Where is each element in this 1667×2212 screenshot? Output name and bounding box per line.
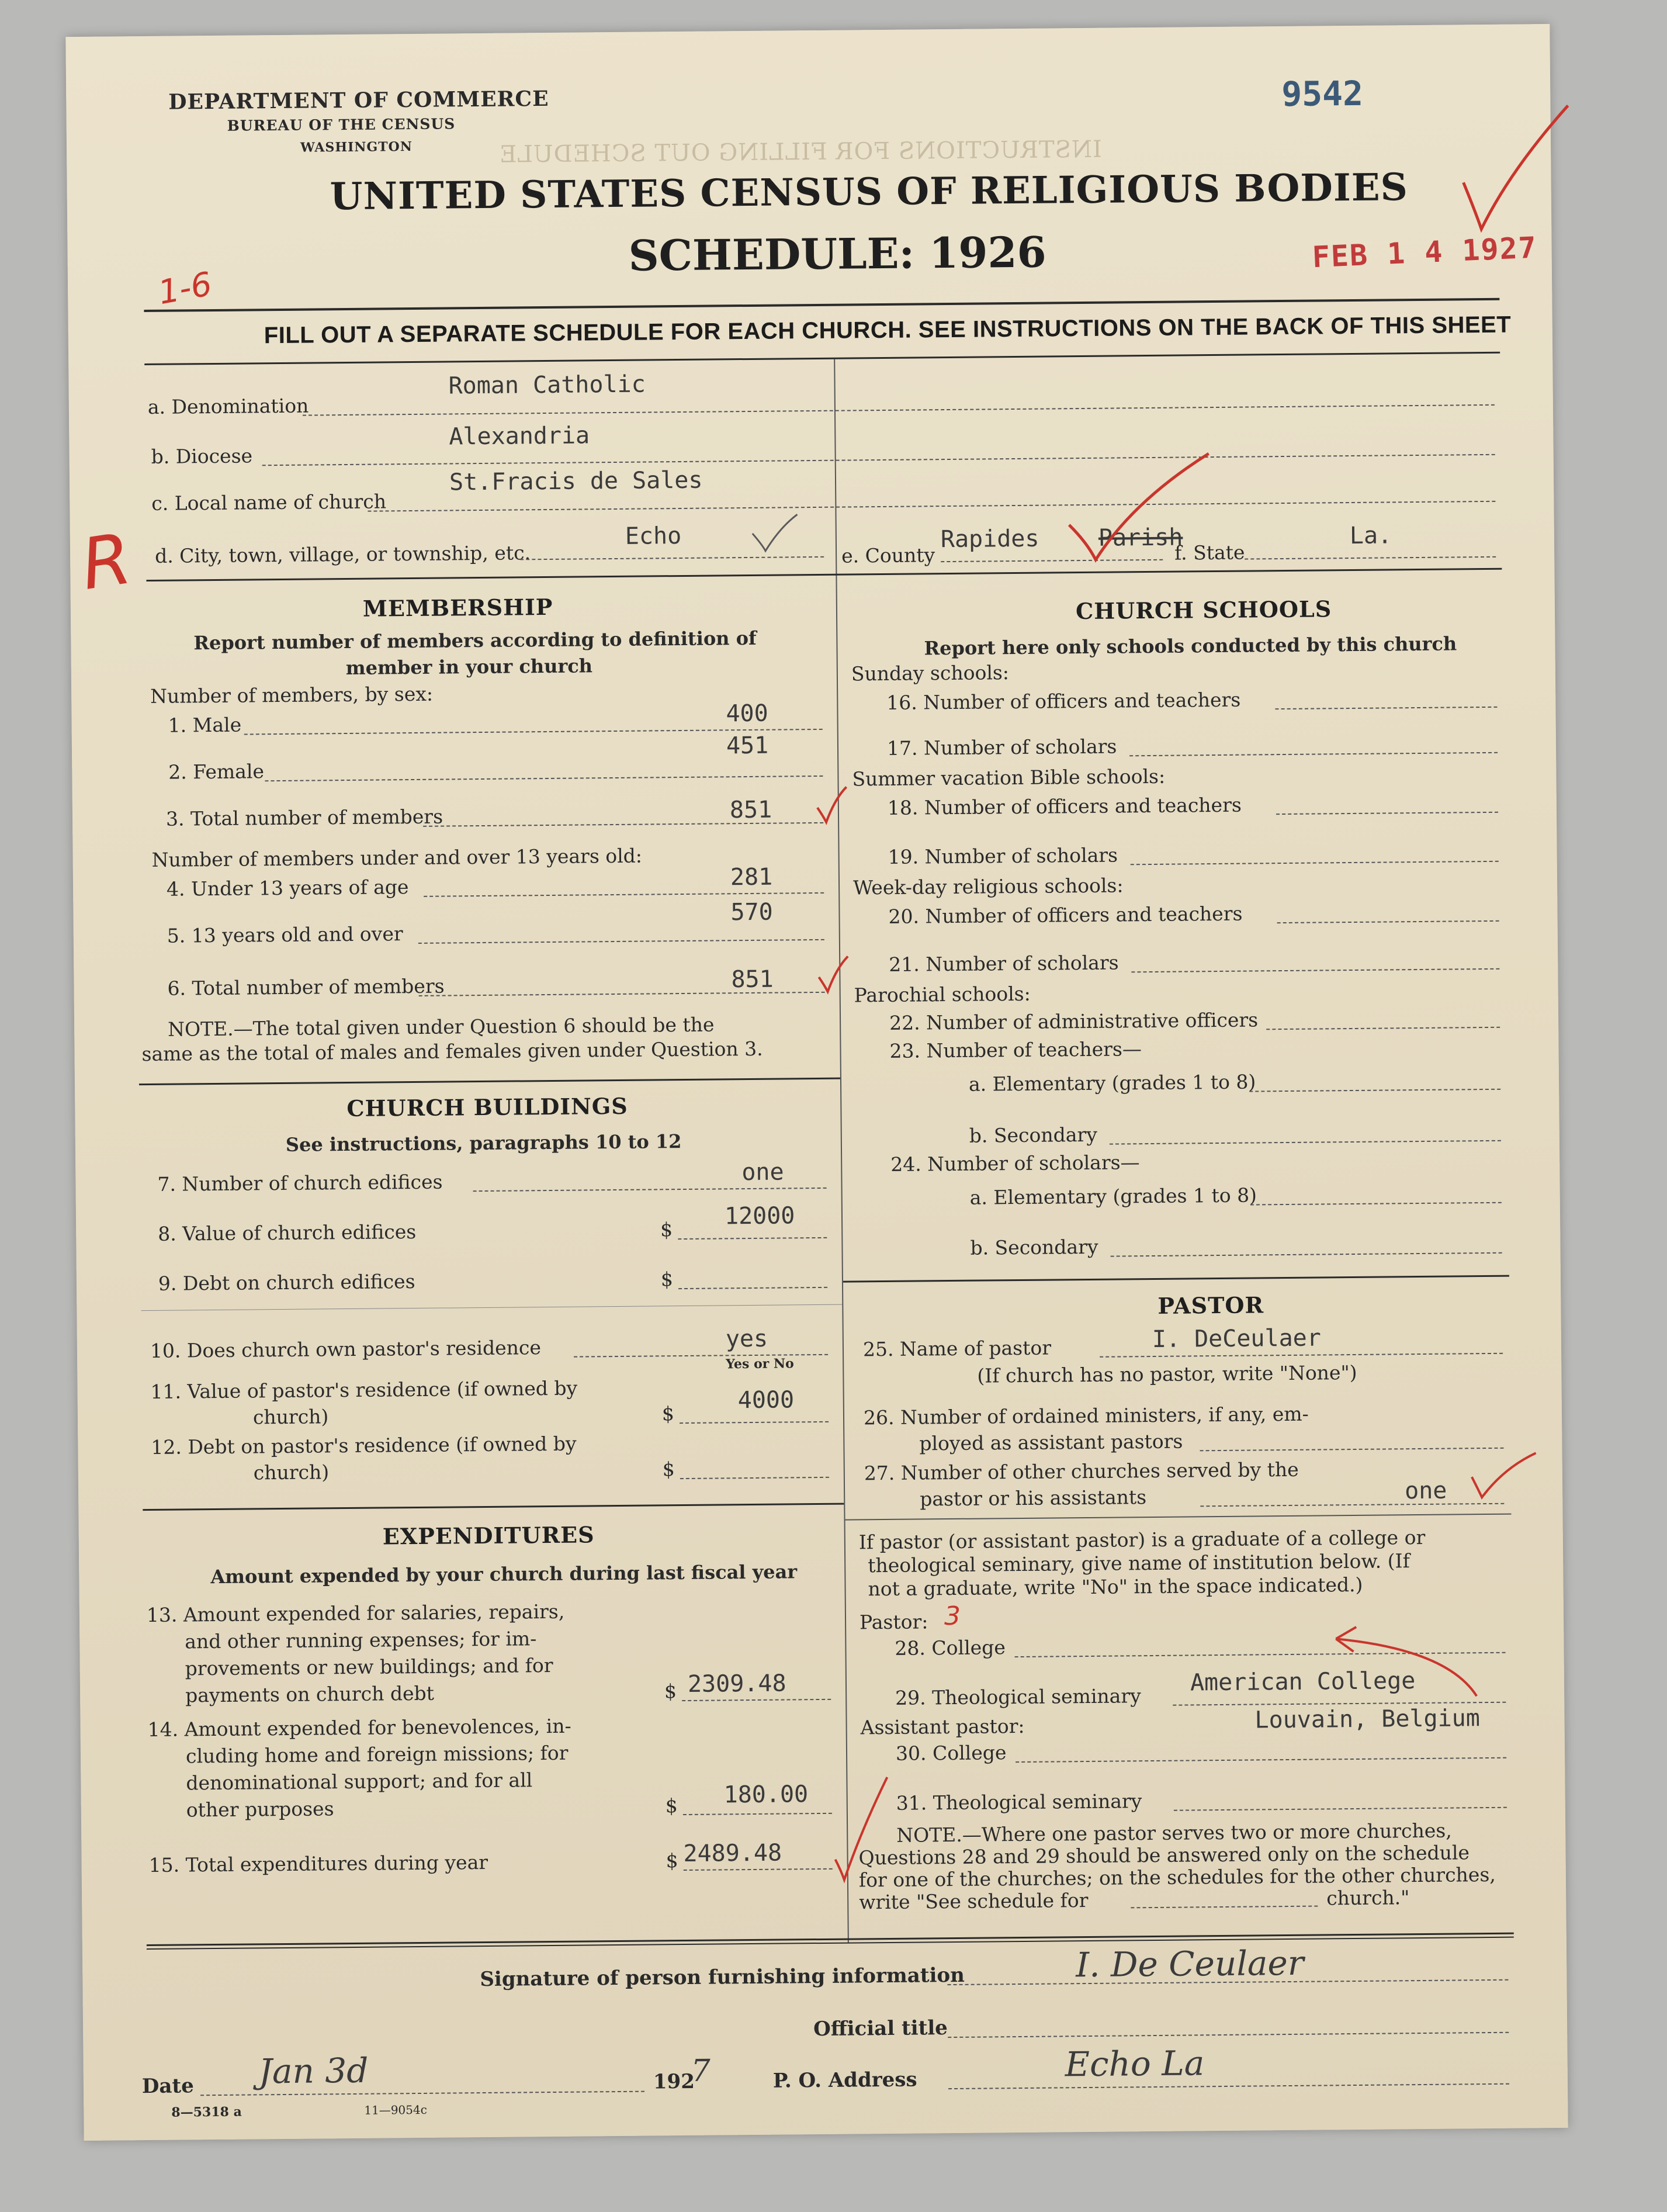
q23b-line: [1110, 1140, 1501, 1145]
q13-label-3: provements or new buildings; and for: [185, 1653, 553, 1680]
q10-value: yes: [725, 1325, 768, 1353]
q3-label: 3. Total number of members: [165, 805, 443, 830]
q11-line: [680, 1421, 829, 1424]
pastor-note-4: write "See schedule for: [859, 1889, 1089, 1914]
bleed-through-heading: INSTRUCTIONS FOR FILLING OUT SCHEDULE: [498, 136, 1103, 168]
q8-line: [678, 1237, 827, 1240]
denomination-label: a. Denomination: [147, 394, 309, 418]
church-schools-heading: CHURCH SCHOOLS: [1075, 596, 1332, 625]
q10-hint: Yes or No: [726, 1356, 794, 1372]
membership-heading: MEMBERSHIP: [362, 593, 553, 622]
city-label: d. City, town, village, or township, etc.: [154, 541, 531, 567]
dollar-sign: $: [660, 1268, 674, 1291]
diocese-label: b. Diocese: [151, 444, 253, 468]
dollar-sign: $: [664, 1680, 677, 1703]
q1-label: 1. Male: [168, 713, 242, 737]
q21-line: [1131, 968, 1499, 972]
q25-line: [1100, 1353, 1503, 1358]
q26-label: 26. Number of ordained ministers, if any, em-: [863, 1402, 1309, 1429]
check-mark-icon: [1469, 1450, 1540, 1503]
expenditures-heading: EXPENDITURES: [382, 1521, 595, 1550]
membership-note: NOTE.—The total given under Question 6 should be the: [167, 1013, 715, 1041]
diocese-line: [262, 454, 1495, 466]
margin-note: 1-6: [155, 265, 215, 313]
q27-line: [1200, 1503, 1504, 1507]
q23b-label: b. Secondary: [969, 1123, 1098, 1147]
q17-label: 17. Number of scholars: [886, 735, 1117, 760]
q28-label: 28. College: [895, 1636, 1006, 1660]
pastor-mark: 3: [944, 1601, 961, 1632]
divider: [139, 1078, 840, 1085]
q23a-line: [1249, 1089, 1500, 1092]
q12-label-2: church): [253, 1460, 330, 1484]
q27-value: one: [1404, 1477, 1447, 1505]
q4-value: 281: [730, 863, 773, 891]
state-label: f. State: [1174, 541, 1245, 565]
buildings-heading: CHURCH BUILDINGS: [346, 1092, 628, 1122]
membership-intro-2: member in your church: [345, 655, 593, 680]
q5-label: 5. 13 years old and over: [167, 922, 403, 947]
q1-value: 400: [726, 700, 768, 728]
graduate-instruction-2: theological seminary, give name of institution below. (If: [868, 1549, 1410, 1577]
q19-label: 19. Number of scholars: [888, 843, 1118, 868]
q2-line: [265, 776, 823, 781]
q19-line: [1131, 861, 1499, 865]
q29-label: 29. Theological seminary: [895, 1684, 1141, 1709]
year-prefix: 192: [653, 2069, 695, 2094]
department-name: DEPARTMENT OF COMMERCE: [168, 86, 549, 115]
by-age-label: Number of members under and over 13 years old:: [151, 844, 643, 871]
graduate-instruction-3: not a graduate, write "No" in the space indicated.): [868, 1573, 1363, 1601]
q14-value: 180.00: [723, 1781, 809, 1809]
check-mark-icon: [747, 510, 800, 557]
q13-line: [682, 1699, 831, 1701]
official-title-line: [948, 2032, 1509, 2038]
date-line: [200, 2091, 644, 2096]
q2-label: 2. Female: [168, 760, 265, 784]
q26-line: [1200, 1448, 1504, 1452]
dollar-sign: $: [660, 1218, 673, 1241]
q23-label: 23. Number of teachers—: [889, 1037, 1142, 1062]
q13-value: 2309.48: [687, 1670, 786, 1698]
assistant-pastor-value: Louvain, Belgium: [1254, 1705, 1481, 1734]
graduate-instruction: If pastor (or assistant pastor) is a graduate of a college or: [858, 1525, 1426, 1554]
q22-line: [1266, 1027, 1500, 1030]
pastor-heading: PASTOR: [1157, 1292, 1264, 1319]
q29-value: American College: [1190, 1667, 1416, 1697]
weekday-schools-label: Week-day religious schools:: [852, 874, 1124, 899]
city-line: [520, 556, 824, 560]
q13-label: 13. Amount expended for salaries, repairs,: [146, 1600, 565, 1627]
dollar-sign: $: [665, 1794, 678, 1818]
check-mark-icon: [816, 953, 851, 995]
q30-label: 30. College: [895, 1741, 1007, 1765]
q4-line: [424, 892, 824, 897]
city-value: Echo: [625, 522, 682, 550]
q30-line: [1016, 1757, 1506, 1763]
q8-label: 8. Value of church edifices: [158, 1220, 417, 1245]
pastor-note-3: for one of the churches; on the schedules for the other churches,: [858, 1863, 1496, 1892]
diocese-value: Alexandria: [449, 422, 590, 451]
q17-line: [1129, 752, 1498, 756]
q9-line: [678, 1287, 827, 1289]
divider: [141, 1304, 842, 1311]
q11-value: 4000: [737, 1386, 795, 1414]
q14-label: 14. Amount expended for benevolences, in-: [147, 1714, 571, 1742]
q11-label: 11. Value of pastor's residence (if owned by: [150, 1376, 578, 1403]
q7-label: 7. Number of church edifices: [157, 1170, 443, 1196]
q22-label: 22. Number of administrative officers: [889, 1008, 1259, 1034]
dollar-sign: $: [661, 1402, 675, 1425]
q20-label: 20. Number of officers and teachers: [888, 902, 1243, 928]
print-number: 11—9054c: [364, 2102, 427, 2117]
divider: [146, 568, 1502, 581]
po-address-line: [948, 2083, 1509, 2089]
divider: [845, 1514, 1512, 1521]
county-struck-word: Parish: [1098, 524, 1183, 552]
census-schedule-sheet: [65, 24, 1568, 2141]
q25-value: I. DeCeulaer: [1152, 1324, 1322, 1353]
form-title: UNITED STATES CENSUS OF RELIGIOUS BODIES: [330, 165, 1409, 219]
q16-label: 16. Number of officers and teachers: [886, 688, 1241, 714]
q23a-label: a. Elementary (grades 1 to 8): [968, 1070, 1256, 1096]
signature-label: Signature of person furnishing information: [480, 1963, 965, 1992]
q6-label: 6. Total number of members: [167, 974, 445, 1000]
membership-note-2: same as the total of males and females given under Question 3.: [141, 1037, 763, 1066]
date-value: Jan 3d: [258, 2050, 369, 2092]
q11-label-2: church): [252, 1405, 329, 1429]
q14-label-2: cluding home and foreign missions; for: [185, 1741, 569, 1768]
divider: [144, 352, 1500, 365]
q18-label: 18. Number of officers and teachers: [887, 793, 1242, 819]
q7-value: one: [741, 1158, 784, 1186]
q13-label-2: and other running expenses; for im-: [185, 1627, 537, 1653]
church-name-line: [368, 501, 1495, 512]
divider: [144, 298, 1499, 312]
state-line: [1245, 556, 1496, 560]
q8-value: 12000: [724, 1202, 795, 1230]
q24b-line: [1111, 1252, 1502, 1257]
bureau-city: WASHINGTON: [300, 139, 413, 155]
q13-label-4: payments on church debt: [185, 1681, 435, 1707]
q5-line: [418, 939, 824, 944]
q15-line: [684, 1868, 833, 1871]
q20-line: [1277, 920, 1499, 923]
dollar-sign: $: [662, 1458, 675, 1481]
assistant-pastor-subheading: Assistant pastor:: [860, 1714, 1025, 1739]
form-number: 8—5318 a: [171, 2104, 242, 2120]
pastor-note: NOTE.—Where one pastor serves two or more churches,: [896, 1819, 1452, 1847]
year-suffix: 7: [691, 2053, 711, 2089]
signature-value: I. De Ceulaer: [1075, 1943, 1304, 1985]
q5-value: 570: [730, 898, 773, 926]
q12-line: [680, 1477, 829, 1479]
sunday-schools-label: Sunday schools:: [851, 661, 1010, 686]
bureau-name: BUREAU OF THE CENSUS: [227, 115, 456, 134]
date-label: Date: [141, 2074, 194, 2099]
pastor-note-2: Questions 28 and 29 should be answered only on the schedule: [858, 1841, 1470, 1870]
received-date-stamp: FEB 1 4 1927: [1311, 230, 1538, 275]
q7-line: [473, 1188, 827, 1192]
denomination-line: [303, 404, 1495, 416]
po-address-label: P. O. Address: [772, 2068, 917, 2093]
check-mark-icon: [815, 784, 850, 825]
official-title-label: Official title: [813, 2016, 948, 2041]
document-number: 9542: [1281, 73, 1364, 114]
q14-label-4: other purposes: [186, 1797, 334, 1822]
pastor-note-line: [1131, 1906, 1318, 1909]
county-value: Rapides: [940, 525, 1039, 553]
church-schools-subheading: Report here only schools conducted by this church: [924, 632, 1457, 660]
church-name-value: St.Fracis de Sales: [449, 466, 703, 496]
q15-value: 2489.48: [683, 1839, 782, 1868]
q2-value: 451: [726, 732, 769, 760]
q9-label: 9. Debt on church edifices: [158, 1270, 415, 1295]
q21-label: 21. Number of scholars: [889, 951, 1119, 976]
po-address-value: Echo La: [1065, 2043, 1205, 2085]
q27-label-2: pastor or his assistants: [920, 1486, 1147, 1511]
q3-value: 851: [729, 796, 772, 824]
q31-label: 31. Theological seminary: [896, 1789, 1142, 1815]
q12-label: 12. Debt on pastor's residence (if owned by: [151, 1432, 577, 1459]
q24a-label: a. Elementary (grades 1 to 8): [969, 1183, 1257, 1209]
instruction-banner: FILL OUT A SEPARATE SCHEDULE FOR EACH CHURCH. SEE INSTRUCTIONS ON THE BACK OF THIS SHEET: [264, 311, 1512, 349]
schedule-title: SCHEDULE: 1926: [628, 227, 1046, 281]
buildings-subheading: See instructions, paragraphs 10 to 12: [285, 1130, 682, 1156]
state-value: La.: [1349, 522, 1392, 550]
q18-line: [1276, 812, 1498, 815]
divider: [843, 1275, 1509, 1283]
q25-label: 25. Name of pastor: [862, 1336, 1052, 1361]
q24b-label: b. Secondary: [970, 1235, 1098, 1259]
q10-label: 10. Does church own pastor's residence: [150, 1336, 542, 1362]
q27-label: 27. Number of other churches served by the: [864, 1458, 1299, 1485]
q25-hint: (If church has no pastor, write "None"): [977, 1361, 1357, 1387]
by-sex-label: Number of members, by sex:: [150, 682, 434, 708]
column-divider: [834, 359, 849, 1943]
check-mark-icon: [1063, 448, 1216, 566]
q14-label-3: denominational support; and for all: [186, 1768, 533, 1795]
q26-label-2: ployed as assistant pastors: [919, 1429, 1183, 1455]
membership-intro: Report number of members according to definition of: [193, 626, 757, 655]
denomination-value: Roman Catholic: [448, 371, 646, 400]
church-name-label: c. Local name of church: [151, 490, 387, 515]
margin-r-mark: R: [76, 518, 137, 606]
q16-line: [1275, 707, 1497, 709]
q4-label: 4. Under 13 years of age: [166, 875, 409, 901]
county-label: e. County: [841, 544, 935, 567]
q14-line: [683, 1813, 832, 1815]
dollar-sign: $: [666, 1849, 678, 1872]
q24a-line: [1250, 1202, 1502, 1206]
q24-label: 24. Number of scholars—: [890, 1151, 1140, 1176]
check-mark-icon: [1457, 94, 1575, 241]
parochial-schools-label: Parochial schools:: [854, 982, 1031, 1007]
q15-label: 15. Total expenditures during year: [148, 1850, 488, 1877]
summer-schools-label: Summer vacation Bible schools:: [852, 764, 1166, 791]
expenditures-subheading: Amount expended by your church during last fiscal year: [210, 1560, 798, 1588]
pastor-subheading: Pastor:: [859, 1610, 928, 1634]
q31-line: [1174, 1807, 1507, 1811]
divider: [143, 1503, 844, 1511]
pastor-note-5: church.": [1326, 1886, 1410, 1910]
q6-value: 851: [731, 965, 774, 994]
